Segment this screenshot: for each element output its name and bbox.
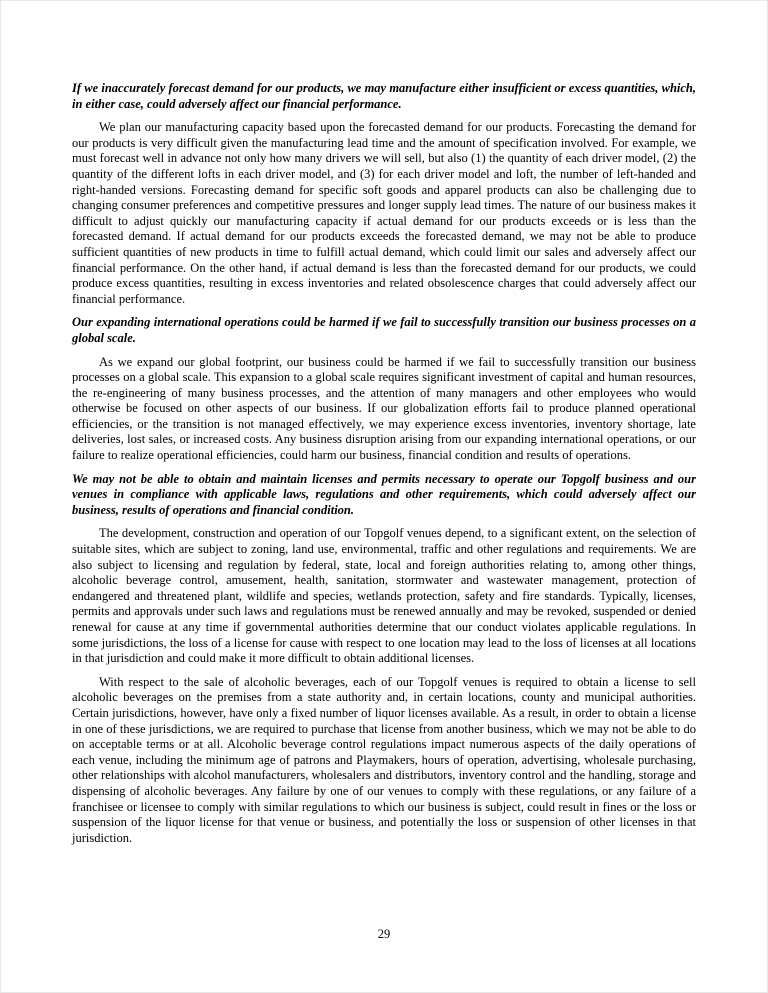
paragraph-licenses-permits: The development, construction and operation of our Topgolf venues depend, to a significant extent, on the selection of suitable sites, which are subject to zoning, land use, environmental, traffic and other regulations and requirements. We are also subject to licensing and regulation by federal, state, local and foreign authorities relating to, among other things, alcoholic beverage control, amusement, health, sanitation, stormwater and wastewater management, protection of endangered and threatened plant, wildlife and species, wetlands protection, safety and fire standards. Typically, licenses, permits and approvals under such laws and regulations must be renewed annually and may be revoked, suspended or denied renewal for cause at any time if governmental authorities determine that our conduct violates applicable regulations. In some jurisdictions, the loss of a license for cause with respect to one location may lead to the loss of licenses at all locations in that jurisdiction and could make it more difficult to obtain additional licenses. [72,526,696,666]
paragraph-forecast-demand: We plan our manufacturing capacity based upon the forecasted demand for our products. Forecasting the demand for our products is very difficult given the manufacturing lead time and the amount of specification involved. For example, we must forecast well in advance not only how many drivers we will sell, but also (1) the quantity of each driver model, (2) the quantity of the different lofts in each driver model, and (3) for each driver model and loft, the number of left-handed and right-handed versions. Forecasting demand for specific soft goods and apparel products can also be challenging due to changing consumer preferences and competitive pressures and longer supply lead times. The nature of our business makes it difficult to adjust quickly our manufacturing capacity if actual demand for our products exceeds or is less than the forecasted demand. If actual demand for our products exceeds the forecasted demand, we may not be able to produce sufficient quantities of new products in time to fulfill actual demand, which could limit our sales and adversely affect our financial performance. On the other hand, if actual demand is less than the forecasted demand for our products, we could produce excess quantities, resulting in excess inventories and related obsolescence charges that could adversely affect our financial performance. [72,120,696,306]
risk-factor-heading-licenses-permits: We may not be able to obtain and maintain licenses and permits necessary to operate our Topgolf business and our venues in compliance with applicable laws, regulations and other requirements, which could adversely affect our business, results of operations and financial condition. [72,471,696,517]
page-number: 29 [377,927,391,941]
paragraph-alcoholic-beverages: With respect to the sale of alcoholic beverages, each of our Topgolf venues is required to obtain a license to sell alcoholic beverages on the premises from a state authority and, in certain locations, county and municipal authorities. Certain jurisdictions, however, have only a fixed number of liquor licenses available. As a result, in order to obtain a license in one of these jurisdictions, we are required to purchase that license from another business, which we may not be able to do on acceptable terms or at all. Alcoholic beverage control regulations impact numerous aspects of the daily operations of each venue, including the minimum age of patrons and Playmakers, hours of operation, advertising, wholesale purchasing, other relationships with alcohol manufacturers, wholesalers and distributors, inventory control and the handling, storage and dispensing of alcoholic beverages. Any failure by one of our venues to comply with these regulations, or any failure of a franchisee or licensee to comply with similar regulations to which our business is subject, could result in fines or the loss or suspension of the liquor license for that venue or business, and potentially the loss or suspension of other licenses in that jurisdiction. [72,674,696,845]
risk-factor-heading-forecast-demand: If we inaccurately forecast demand for our products, we may manufacture either insufficient or excess quantities, which, in either case, could adversely affect our financial performance. [72,81,696,111]
page-content [72,81,696,854]
paragraph-international-operations: As we expand our global footprint, our business could be harmed if we fail to successfully transition our business processes on a global scale. This expansion to a global scale requires significant investment of capital and human resources, the re-engineering of many business processes, and the attention of many managers and other employees who would otherwise be focused on other aspects of our business. If our globalization efforts fail to produce planned operational efficiencies, or the transition is not managed effectively, we may experience excess inventories, inventory shortage, late deliveries, lost sales, or increased costs. Any business disruption arising from our expanding international operations, or our failure to realize operational efficiencies, could harm our business, financial condition and results of operations. [72,354,696,463]
risk-factor-heading-international-operations: Our expanding international operations could be harmed if we fail to successfully transition our business processes on a global scale. [72,315,696,345]
